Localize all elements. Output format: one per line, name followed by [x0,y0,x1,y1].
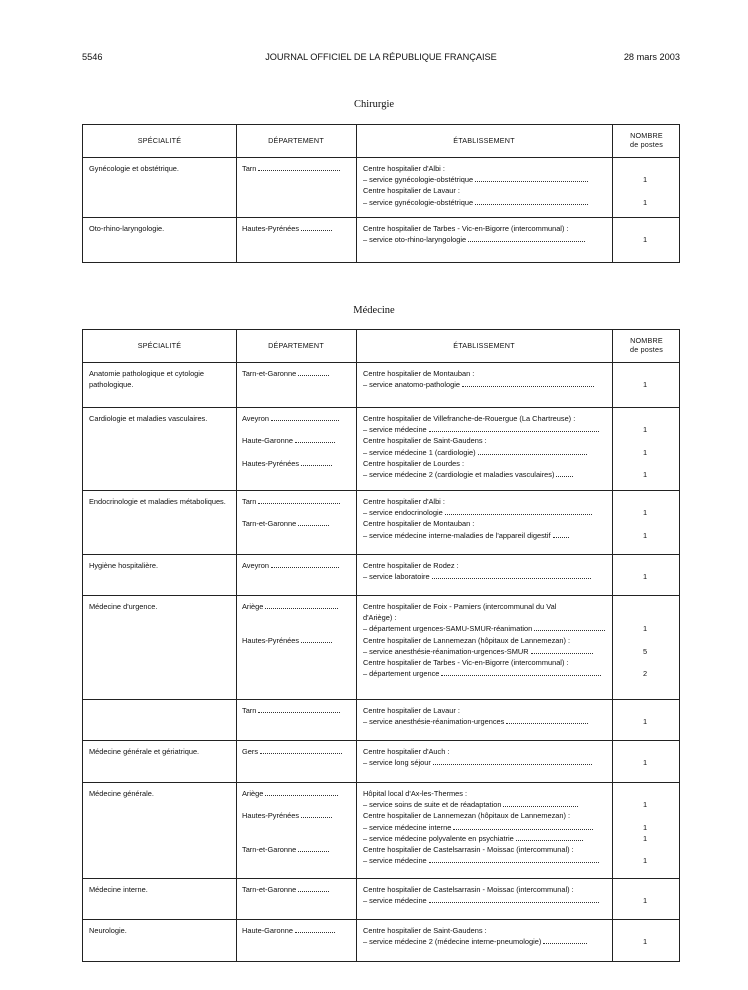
postes-value: 1 [642,235,648,245]
postes-cell [612,560,678,582]
etablissement-line [363,234,609,245]
header-rule [83,157,679,158]
etablissement-line [363,612,609,623]
postes-cell [612,788,678,866]
row-rule [83,554,679,555]
etablissement-line [363,757,609,768]
postes-value [612,657,678,668]
dot-leader [298,375,329,376]
postes-value: 2 [642,669,648,679]
etablissement-text: Centre hospitalier de Tarbes - Vic-en-Bigorre (intercommunal) : [363,657,569,667]
dot-leader [478,454,587,455]
dot-leader [506,723,588,724]
departement-cell [242,496,351,530]
publication-date: 28 mars 2003 [623,52,680,62]
etablissement-cell [363,413,609,480]
journal-title: JOURNAL OFFICIEL DE LA RÉPUBLIQUE FRANÇAISE [265,52,497,62]
specialite-cell: Neurologie. [89,926,127,935]
etablissement-text: Centre hospitalier d'Albi : [363,497,445,506]
dot-leader [301,642,332,643]
etablissement-text: – service médecine [363,856,427,866]
etablissement-line [363,413,609,424]
dot-leader [475,204,588,205]
etablissement-text: Centre hospitalier de Montauban : [363,519,475,529]
page-number: 5546 [82,52,103,62]
header-specialite: SPÉCIALITÉ [137,136,182,145]
row-rule [83,782,679,783]
dot-leader [271,420,339,421]
postes-value [612,163,678,174]
dot-leader [295,932,335,933]
etablissement-line [363,668,609,679]
dot-leader [429,431,600,432]
table-medecine [82,329,680,962]
dot-leader [258,170,340,171]
dot-leader [295,442,335,443]
etablissement-line [363,925,609,936]
postes-value: 1 [642,572,648,582]
row-rule [83,878,679,879]
postes-value [612,601,678,612]
dot-leader [534,630,605,631]
specialite-cell: Endocrinologie et maladies métaboliques. [89,497,226,506]
specialite-cell: Médecine générale et gériatrique. [89,747,200,756]
departement-line [242,496,351,507]
etablissement-text: – service médecine interne-maladies de l'appareil digestif [363,530,551,540]
etablissement-line [363,530,609,541]
departement-name: Hautes-Pyrénées [242,224,300,233]
etablissement-text: Hôpital local d'Ax-les-Thermes : [363,789,468,798]
header-etablissement: ÉTABLISSEMENT [453,136,515,145]
column-rule [236,125,237,262]
departement-name: Haute-Garonne [242,436,293,446]
postes-value [612,185,678,196]
etablissement-line [363,163,609,174]
etablissement-line [363,174,609,185]
etablissement-text: – service anatomo-pathologie [363,380,460,390]
etablissement-line [363,560,609,571]
departement-line [242,368,351,379]
etablissement-cell [363,163,609,208]
etablissement-text: Centre hospitalier de Tarbes - Vic-en-Bigorre (intercommunal) : [363,224,569,233]
dot-leader [516,840,583,841]
departement-line [242,413,351,424]
etablissement-cell [363,925,609,947]
etablissement-line [363,185,609,196]
dot-leader [298,525,329,526]
departement-cell [242,601,351,646]
header-nombre-sub: de postes [630,345,663,354]
postes-value: 1 [642,380,648,390]
departement-name: Tarn [242,706,257,715]
etablissement-text: – service médecine 2 (médecine interne-pneumologie) [363,937,542,947]
departement-cell [242,788,351,855]
etablissement-text: – département urgence [363,669,440,679]
etablissement-text: Centre hospitalier d'Albi : [363,164,445,173]
etablissement-text: – service soins de suite et de réadaptation [363,800,502,810]
postes-value [612,368,678,379]
etablissement-cell [363,601,609,679]
departement-line [242,844,351,855]
postes-value [612,496,678,507]
postes-value [612,518,678,529]
postes-value [612,925,678,936]
etablissement-line [363,646,609,657]
postes-cell [612,496,678,541]
specialite-cell: Oto-rhino-laryngologie. [89,224,165,233]
etablissement-line [363,435,609,446]
dot-leader [298,851,329,852]
departement-cell [242,368,351,379]
departement-line [242,163,351,174]
postes-value: 1 [642,896,648,906]
departement-cell [242,560,351,571]
dot-leader [258,712,340,713]
departement-line [242,799,351,810]
postes-value [612,746,678,757]
etablissement-line [363,601,609,612]
departement-line [242,424,351,435]
header-nombre: NOMBRE [630,131,663,140]
specialite-cell: Gynécologie et obstétrique. [89,164,179,173]
etablissement-cell [363,746,609,768]
postes-value: 1 [642,856,648,866]
column-rule [236,330,237,961]
departement-line [242,746,351,757]
etablissement-line [363,623,609,634]
etablissement-line [363,657,609,668]
departement-cell [242,705,351,716]
departement-line [242,447,351,458]
etablissement-line [363,379,609,390]
header-nombre-sub: de postes [630,140,663,149]
specialite-cell: Médecine d'urgence. [89,602,158,611]
departement-line [242,601,351,612]
section-title-chirurgie: Chirurgie [353,99,395,110]
etablissement-cell [363,560,609,582]
etablissement-text: d'Ariège) : [363,613,397,623]
departement-line [242,635,351,646]
departement-name: Gers [242,747,259,756]
etablissement-line [363,844,609,855]
dot-leader [553,537,570,538]
departement-name: Tarn-et-Garonne [242,844,297,854]
etablissement-line [363,833,609,844]
etablissement-line [363,635,609,646]
departement-line [242,223,351,234]
postes-value: 1 [642,508,648,518]
etablissement-line [363,716,609,727]
etablissement-text: Centre hospitalier de Lavaur : [363,186,460,196]
row-rule [83,407,679,408]
etablissement-cell [363,368,609,390]
etablissement-text: – service médecine 1 (cardiologie) [363,447,476,457]
etablissement-cell [363,705,609,727]
header-nombre: NOMBRE [630,336,663,345]
row-rule [83,217,679,218]
etablissement-line [363,936,609,947]
postes-value [612,635,678,646]
departement-name: Hautes-Pyrénées [242,635,300,645]
dot-leader [301,465,332,466]
etablissement-line [363,884,609,895]
departement-cell [242,925,351,936]
etablissement-text: – service gynécologie-obstétrique [363,175,474,185]
departement-line [242,833,351,844]
etablissement-text: Centre hospitalier d'Auch : [363,747,450,756]
etablissement-line [363,469,609,480]
postes-value: 5 [642,646,648,656]
etablissement-line [363,507,609,518]
postes-value [612,223,678,234]
postes-value [612,435,678,446]
etablissement-text: Centre hospitalier de Lavaur : [363,706,460,715]
departement-name: Ariège [242,602,264,611]
departement-cell [242,746,351,757]
dot-leader [298,891,329,892]
etablissement-line [363,368,609,379]
departement-line [242,560,351,571]
departement-cell [242,884,351,895]
etablissement-line [363,746,609,757]
postes-value: 1 [642,800,648,810]
etablissement-text: Centre hospitalier de Foix - Pamiers (intercommunal du Val [363,602,557,611]
table-chirurgie [82,124,680,263]
specialite-cell: Médecine interne. [89,885,148,894]
dot-leader [429,862,600,863]
etablissement-line [363,788,609,799]
postes-value: 1 [642,530,648,540]
postes-value [612,612,678,623]
etablissement-text: – département urgences-SAMU-SMUR-réanimation [363,624,533,634]
etablissement-text: Centre hospitalier de Saint-Gaudens : [363,436,487,446]
etablissement-text: – service médecine 2 (cardiologie et maladies vasculaires) [363,469,555,479]
dot-leader [301,817,332,818]
dot-leader [265,795,337,796]
postes-cell [612,413,678,480]
dot-leader [441,675,600,676]
departement-cell [242,223,351,234]
postes-value [612,705,678,716]
postes-value: 1 [642,175,648,185]
dot-leader [271,567,339,568]
etablissement-text: Centre hospitalier de Saint-Gaudens : [363,926,487,935]
etablissement-text: – service endocrinologie [363,508,443,518]
departement-name: Aveyron [242,561,269,570]
postes-value: 1 [642,758,648,768]
row-rule [83,699,679,700]
column-rule [356,330,357,961]
departement-name: Tarn-et-Garonne [242,885,297,894]
postes-value: 1 [642,833,648,843]
departement-name: Hautes-Pyrénées [242,811,300,821]
departement-name: Aveyron [242,414,269,423]
specialite-cell: Cardiologie et maladies vasculaires. [89,414,208,423]
dot-leader [468,241,585,242]
etablissement-text: Centre hospitalier de Lannemezan (hôpitaux de Lannemezan) : [363,635,571,645]
row-rule [83,595,679,596]
etablissement-cell [363,496,609,541]
postes-value [612,788,678,799]
header-departement: DÉPARTEMENT [268,341,324,350]
dot-leader [258,503,340,504]
etablissement-text: Centre hospitalier de Castelsarrasin - Moissac (intercommunal) : [363,885,574,894]
postes-value [612,413,678,424]
etablissement-text: Centre hospitalier de Rodez : [363,561,459,570]
etablissement-text: Centre hospitalier de Lourdes : [363,458,465,468]
departement-line [242,623,351,634]
header-rule [83,362,679,363]
etablissement-line [363,822,609,833]
postes-value [612,884,678,895]
postes-cell [612,163,678,208]
departement-line [242,507,351,518]
departement-line [242,884,351,895]
etablissement-line [363,799,609,810]
row-rule [83,919,679,920]
section-title-medecine: Médecine [353,305,395,316]
etablissement-text: – service oto-rhino-laryngologie [363,235,467,245]
etablissement-text: – service anesthésie-réanimation-urgences-SMUR [363,646,529,656]
departement-line [242,822,351,833]
departement-cell [242,413,351,469]
departement-name: Haute-Garonne [242,926,293,935]
page-header [82,52,680,66]
dot-leader [429,902,600,903]
etablissement-line [363,895,609,906]
postes-value: 1 [642,624,648,634]
postes-value [612,844,678,855]
departement-name: Tarn-et-Garonne [242,519,297,529]
row-rule [83,740,679,741]
dot-leader [503,806,577,807]
etablissement-line [363,518,609,529]
departement-line [242,925,351,936]
etablissement-line [363,223,609,234]
departement-line [242,458,351,469]
postes-cell [612,884,678,906]
etablissement-text: – service médecine polyvalente en psychiatrie [363,833,514,843]
etablissement-text: Centre hospitalier de Castelsarrasin - Moissac (intercommunal) : [363,844,574,854]
etablissement-text: – service laboratoire [363,572,430,582]
postes-value: 1 [642,447,648,457]
postes-value [612,560,678,571]
etablissement-line [363,447,609,458]
dot-leader [462,386,594,387]
etablissement-line [363,458,609,469]
postes-value [612,810,678,821]
etablissement-text: – service médecine [363,425,427,435]
etablissement-line [363,197,609,208]
etablissement-text: – service médecine [363,896,427,906]
departement-line [242,435,351,446]
etablissement-text: – service anesthésie-réanimation-urgences [363,717,505,727]
etablissement-text: Centre hospitalier de Lannemezan (hôpitaux de Lannemezan) : [363,811,571,821]
departement-name: Tarn [242,497,257,506]
etablissement-line [363,424,609,435]
row-rule [83,490,679,491]
departement-name: Ariège [242,789,264,798]
etablissement-cell [363,788,609,866]
departement-name: Tarn [242,164,257,173]
specialite-cell: Hygiène hospitalière. [89,561,159,570]
etablissement-line [363,496,609,507]
postes-cell [612,223,678,245]
etablissement-text: – service long séjour [363,758,431,768]
postes-cell [612,746,678,768]
departement-name: Hautes-Pyrénées [242,458,300,468]
postes-cell [612,705,678,727]
postes-cell [612,601,678,679]
specialite-cell: Médecine générale. [89,789,154,798]
postes-cell [612,368,678,390]
dot-leader [556,476,573,477]
postes-value: 1 [642,937,648,947]
etablissement-text: Centre hospitalier de Montauban : [363,369,475,378]
dot-leader [265,608,337,609]
dot-leader [453,829,593,830]
etablissement-cell [363,884,609,906]
dot-leader [432,578,591,579]
dot-leader [531,653,594,654]
etablissement-line [363,705,609,716]
departement-line [242,518,351,529]
departement-name: Tarn-et-Garonne [242,369,297,378]
dot-leader [260,753,342,754]
postes-value: 1 [642,469,648,479]
dot-leader [475,181,588,182]
specialite-cell: Anatomie pathologique et cytologie pathologique. [89,369,205,390]
postes-value [612,458,678,469]
postes-value: 1 [642,717,648,727]
dot-leader [543,943,587,944]
etablissement-cell [363,223,609,245]
departement-line [242,612,351,623]
departement-line [242,788,351,799]
postes-cell [612,925,678,947]
etablissement-text: – service gynécologie-obstétrique [363,197,474,207]
etablissement-line [363,810,609,821]
postes-value: 1 [642,822,648,832]
header-departement: DÉPARTEMENT [268,136,324,145]
postes-value: 1 [642,425,648,435]
header-specialite: SPÉCIALITÉ [137,341,182,350]
departement-line [242,810,351,821]
etablissement-line [363,571,609,582]
column-rule [356,125,357,262]
postes-value: 1 [642,197,648,207]
header-etablissement: ÉTABLISSEMENT [453,341,515,350]
etablissement-text: Centre hospitalier de Villefranche-de-Rouergue (La Chartreuse) : [363,414,576,423]
dot-leader [445,514,593,515]
dot-leader [433,764,592,765]
etablissement-line [363,855,609,866]
dot-leader [301,230,332,231]
etablissement-text: – service médecine interne [363,822,452,832]
departement-line [242,705,351,716]
departement-cell [242,163,351,174]
